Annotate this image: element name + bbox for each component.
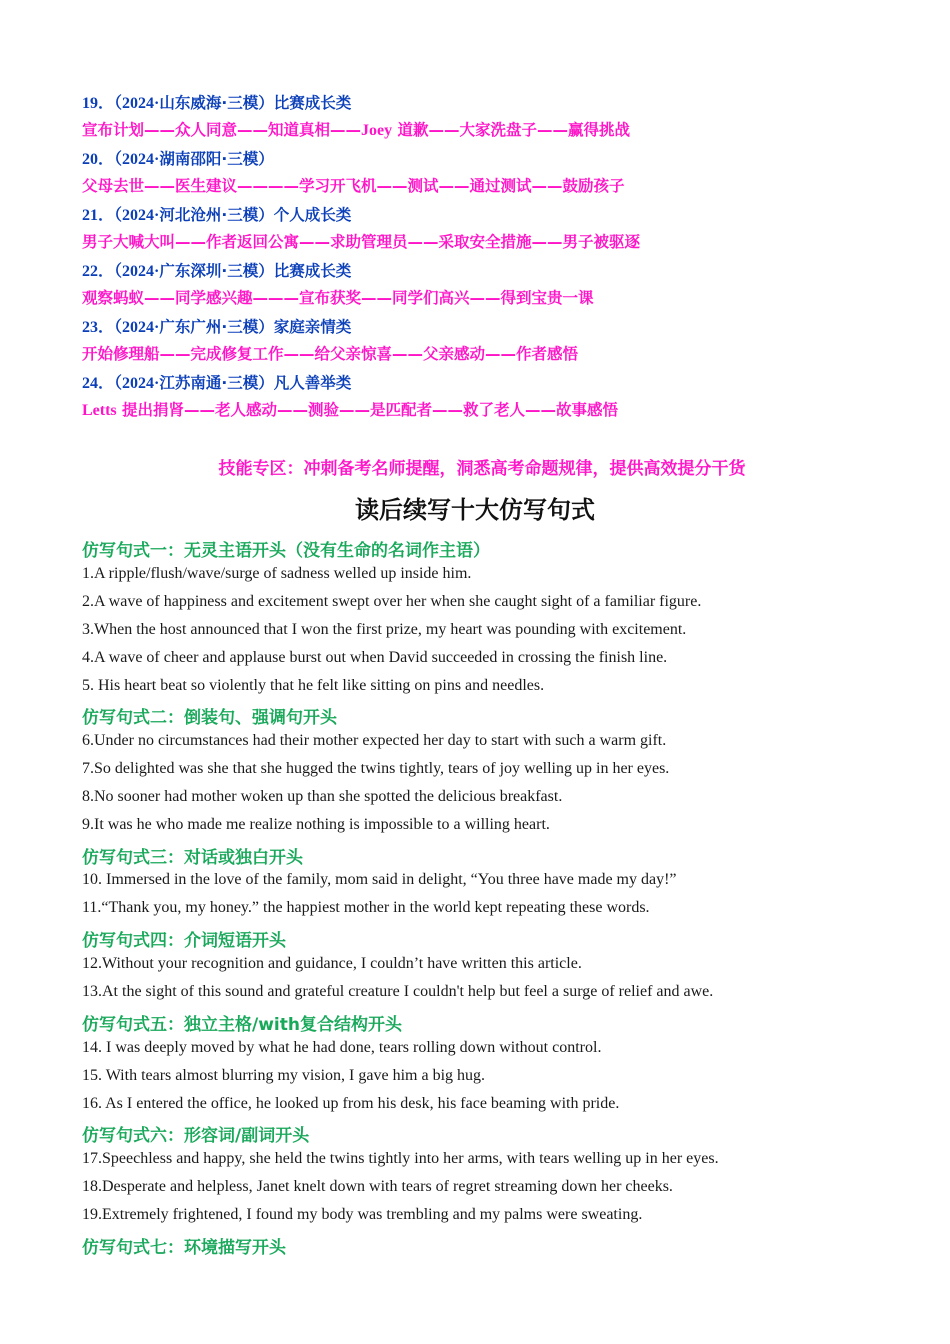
pattern-heading: 仿写句式二：倒装句、强调句开头 xyxy=(82,708,337,728)
question-title: 20．（2024·湖南邵阳·三模） xyxy=(82,150,274,168)
pattern-heading: 仿写句式一：无灵主语开头（没有生命的名词作主语） xyxy=(82,541,490,561)
example-sentence: 7.So delighted was she that she hugged the twins tightly, tears of joy welling up in her eyes. xyxy=(82,760,670,777)
example-sentence: 8.No sooner had mother woken up than she spotted the delicious breakfast. xyxy=(82,788,563,805)
example-sentence: 12.Without your recognition and guidance, I couldn’t have written this article. xyxy=(82,955,582,972)
pattern-heading: 仿写句式四：介词短语开头 xyxy=(82,931,286,951)
question-plot: 宣布计划——众人同意——知道真相——Joey 道歉——大家洗盘子——赢得挑战 xyxy=(82,121,631,139)
example-sentence: 2.A wave of happiness and excitement swept over her when she caught sight of a familiar figure. xyxy=(82,593,702,610)
example-sentence: 14. I was deeply moved by what he had done, tears rolling down without control. xyxy=(82,1039,602,1056)
skill-banner: 技能专区：冲刺备考名师提醒，洞悉高考命题规律，提供高效提分干货 xyxy=(218,459,746,479)
example-sentence: 18.Desperate and helpless, Janet knelt down with tears of regret streaming down her cheeks. xyxy=(82,1178,673,1195)
example-sentence: 1.A ripple/flush/wave/surge of sadness welled up inside him. xyxy=(82,565,472,582)
example-sentence: 16. As I entered the office, he looked up from his desk, his face beaming with pride. xyxy=(82,1095,620,1112)
example-sentence: 5. His heart beat so violently that he felt like sitting on pins and needles. xyxy=(82,677,545,694)
example-sentence: 4.A wave of cheer and applause burst out when David succeeded in crossing the finish line. xyxy=(82,649,668,666)
question-title: 21．（2024·河北沧州·三模）个人成长类 xyxy=(82,206,352,224)
example-sentence: 11.“Thank you, my honey.” the happiest mother in the world kept repeating these words. xyxy=(82,899,650,916)
question-title: 23．（2024·广东广州·三模）家庭亲情类 xyxy=(82,318,352,336)
question-title: 24．（2024·江苏南通·三模）凡人善举类 xyxy=(82,374,352,392)
question-title: 19．（2024·山东威海·三模）比赛成长类 xyxy=(82,94,352,112)
pattern-heading: 仿写句式三：对话或独白开头 xyxy=(82,848,303,868)
example-sentence: 17.Speechless and happy, she held the twins tightly into her arms, with tears welling up in her eyes. xyxy=(82,1150,719,1167)
pattern-heading: 仿写句式七：环境描写开头 xyxy=(82,1238,286,1258)
question-plot: 男子大喊大叫——作者返回公寓——求助管理员——采取安全措施——男子被驱逐 xyxy=(82,233,641,251)
example-sentence: 15. With tears almost blurring my vision, I gave him a big hug. xyxy=(82,1067,486,1084)
question-plot: Letts 提出捐肾——老人感动——测验——是匹配者——救了老人——故事感悟 xyxy=(82,401,619,419)
example-sentence: 6.Under no circumstances had their mother expected her day to start with such a warm gift. xyxy=(82,732,667,749)
example-sentence: 13.At the sight of this sound and grateful creature I couldn't help but feel a surge of relief and awe. xyxy=(82,983,714,1000)
example-sentence: 19.Extremely frightened, I found my body was trembling and my palms were sweating. xyxy=(82,1206,643,1223)
example-sentence: 9.It was he who made me realize nothing is impossible to a willing heart. xyxy=(82,816,550,833)
question-plot: 开始修理船——完成修复工作——给父亲惊喜——父亲感动——作者感悟 xyxy=(82,345,579,363)
question-plot: 父母去世——医生建议————学习开飞机——测试——通过测试——鼓励孩子 xyxy=(82,177,625,195)
question-plot: 观察蚂蚁——同学感兴趣———宣布获奖——同学们高兴——得到宝贵一课 xyxy=(82,289,594,307)
pattern-heading: 仿写句式五：独立主格/with复合结构开头 xyxy=(82,1015,402,1035)
pattern-heading: 仿写句式六：形容词/副词开头 xyxy=(82,1126,310,1146)
question-title: 22．（2024·广东深圳·三模）比赛成长类 xyxy=(82,262,352,280)
example-sentence: 10. Immersed in the love of the family, mom said in delight, “You three have made my day!” xyxy=(82,871,677,888)
example-sentence: 3.When the host announced that I won the first prize, my heart was pounding with excitement. xyxy=(82,621,687,638)
page-title: 读后续写十大仿写句式 xyxy=(355,496,595,524)
